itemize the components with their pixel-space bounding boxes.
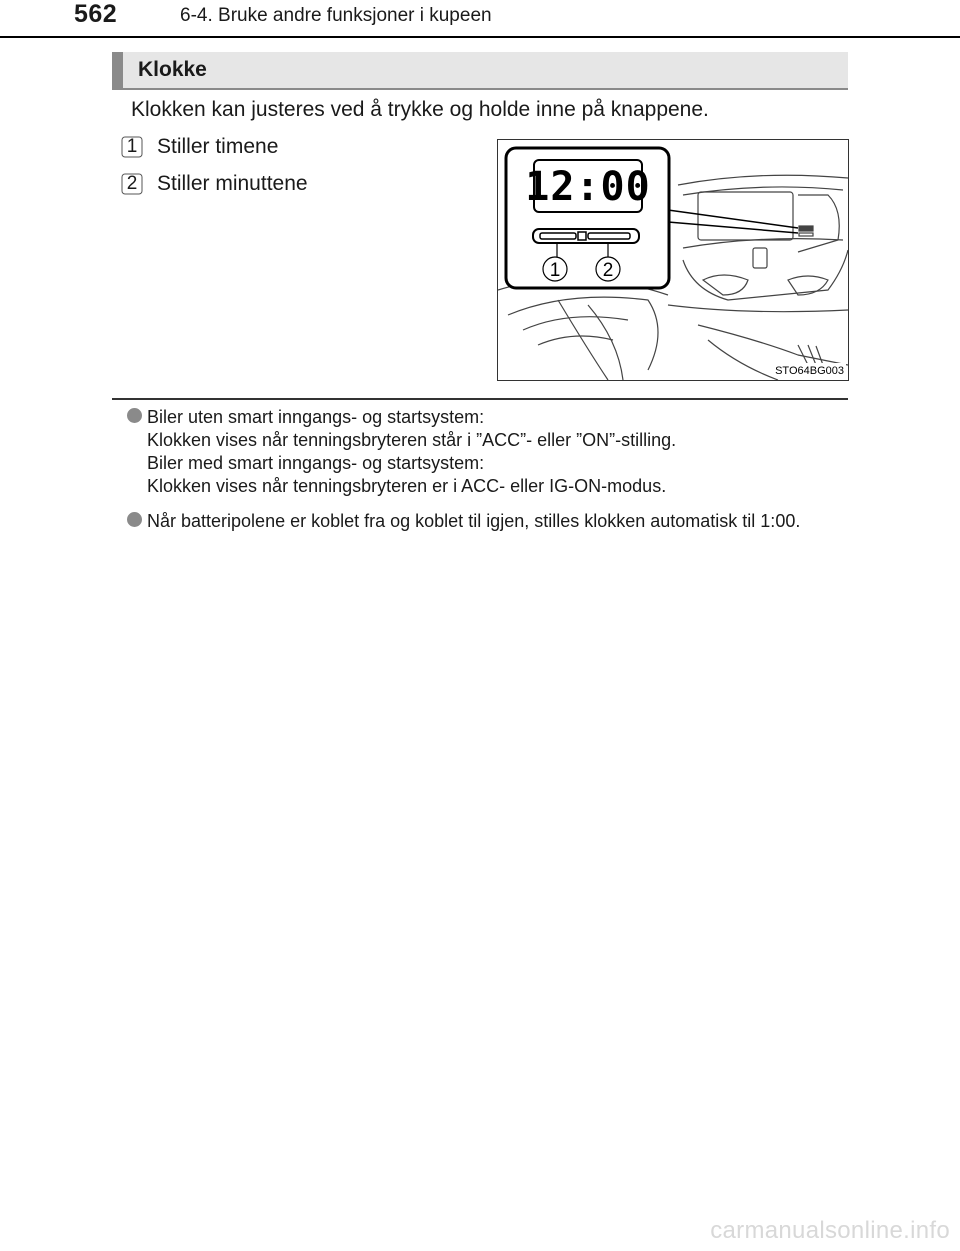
note-line: Klokken vises når tenningsbryteren er i ACC- eller IG-ON-modus.	[147, 476, 667, 496]
item-number: 2	[126, 173, 138, 194]
item-number-badge	[119, 171, 145, 197]
callout-number: 2	[602, 260, 614, 281]
section-title: Klokke	[138, 58, 207, 81]
item-label: Stiller minuttene	[157, 172, 308, 195]
item-label: Stiller timene	[157, 135, 279, 158]
chapter-title: 6-4. Bruke andre funksjoner i kupeen	[180, 5, 492, 26]
item-number-badge	[119, 134, 145, 160]
note-line: Klokken vises når tenningsbryteren står i ”ACC”- eller ”ON”-stilling.	[147, 430, 677, 450]
page-number: 562	[74, 0, 118, 28]
watermark: carmanualsonline.info	[710, 1217, 950, 1244]
note-line: Biler uten smart inngangs- og startsystem:	[147, 407, 485, 427]
section-accent	[112, 52, 123, 88]
note-line: Når batteripolene er koblet fra og koblet til igjen, stilles klokken automatisk til 1:00.	[147, 511, 801, 531]
dashboard-drawing	[498, 140, 848, 380]
figure-code: STO64BG003	[775, 365, 844, 377]
list-item	[119, 171, 308, 197]
clock-illustration	[497, 139, 849, 381]
intro-text: Klokken kan justeres ved å trykke og holde inne på knappene.	[131, 98, 709, 121]
header-rule	[0, 36, 960, 38]
clock-display-readout: 12:00	[525, 164, 651, 210]
bullet-icon	[127, 512, 142, 527]
note-item	[131, 510, 847, 533]
section-divider	[112, 398, 848, 400]
section-heading	[112, 52, 848, 90]
list-item	[119, 134, 278, 160]
note-line: Biler med smart inngangs- og startsystem:	[147, 453, 485, 473]
note-item	[131, 406, 847, 498]
item-number: 1	[126, 136, 138, 157]
bullet-icon	[127, 408, 142, 423]
callout-number: 1	[549, 260, 561, 281]
